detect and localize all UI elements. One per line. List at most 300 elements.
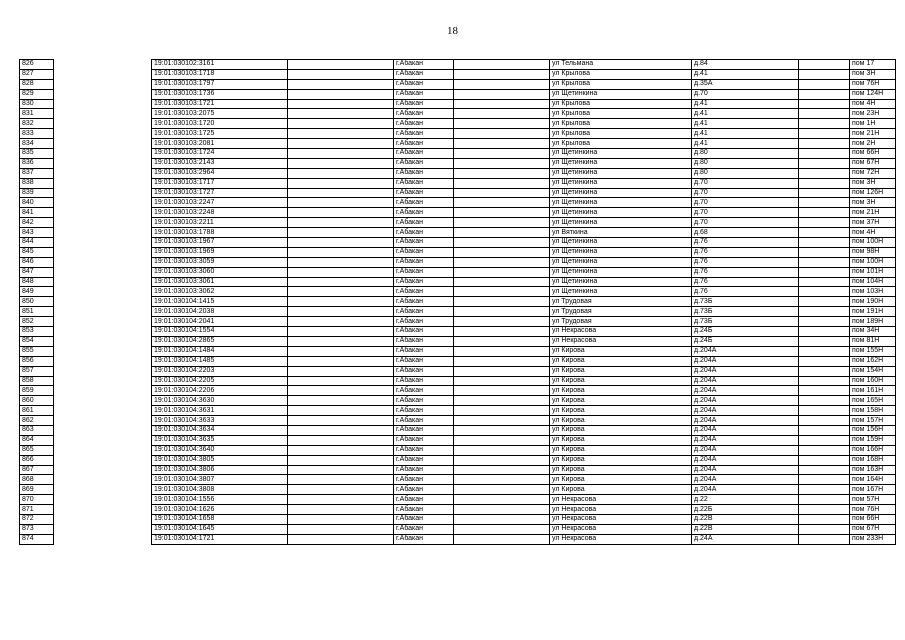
cell-city: г.Абакан xyxy=(394,435,454,445)
table-row xyxy=(20,317,896,327)
table-row xyxy=(20,79,896,89)
cell-city: г.Абакан xyxy=(394,89,454,99)
cell-city: г.Абакан xyxy=(394,445,454,455)
cell-empty xyxy=(288,366,394,376)
table-row xyxy=(20,396,896,406)
cell-cadastral-number: 19:01:030104:3808 xyxy=(152,485,288,495)
table-row xyxy=(20,247,896,257)
cell-empty xyxy=(799,307,850,317)
cell-city: г.Абакан xyxy=(394,297,454,307)
cell-house: д.22В xyxy=(692,524,799,534)
cell-cadastral-number: 19:01:030104:3806 xyxy=(152,465,288,475)
cell-empty xyxy=(454,534,550,544)
table-row xyxy=(20,178,896,188)
cell-house: д.70 xyxy=(692,89,799,99)
cell-cadastral-number: 19:01:030104:3630 xyxy=(152,396,288,406)
cell-row-number: 847 xyxy=(20,267,54,277)
cell-empty xyxy=(288,356,394,366)
cell-row-number: 861 xyxy=(20,406,54,416)
cell-cadastral-number: 19:01:030104:2203 xyxy=(152,366,288,376)
table-row xyxy=(20,257,896,267)
cell-cadastral-number: 19:01:030103:2143 xyxy=(152,158,288,168)
table-row xyxy=(20,495,896,505)
cell-empty xyxy=(54,178,152,188)
cell-cadastral-number: 19:01:030103:1788 xyxy=(152,228,288,238)
cell-empty xyxy=(288,129,394,139)
cell-street: ул Некрасова xyxy=(550,327,692,337)
cell-empty xyxy=(799,505,850,515)
cell-city: г.Абакан xyxy=(394,524,454,534)
cell-cadastral-number: 19:01:030104:3631 xyxy=(152,406,288,416)
cell-street: ул Кирова xyxy=(550,435,692,445)
cell-house: д.35А xyxy=(692,79,799,89)
cell-row-number: 872 xyxy=(20,514,54,524)
cell-empty xyxy=(54,238,152,248)
cell-empty xyxy=(799,139,850,149)
cell-street: ул Щетинкина xyxy=(550,238,692,248)
cell-house: д.70 xyxy=(692,188,799,198)
cell-house: д.80 xyxy=(692,168,799,178)
cell-empty xyxy=(288,386,394,396)
cell-cadastral-number: 19:01:030103:2248 xyxy=(152,208,288,218)
table-body xyxy=(20,60,896,545)
cell-row-number: 840 xyxy=(20,198,54,208)
cell-empty xyxy=(54,406,152,416)
table-row xyxy=(20,416,896,426)
cell-empty xyxy=(288,307,394,317)
cell-row-number: 853 xyxy=(20,327,54,337)
table-row xyxy=(20,307,896,317)
cell-empty xyxy=(799,149,850,159)
cell-city: г.Абакан xyxy=(394,228,454,238)
cell-house: д.80 xyxy=(692,158,799,168)
cell-house: д.24Б xyxy=(692,327,799,337)
cell-row-number: 852 xyxy=(20,317,54,327)
cell-empty xyxy=(454,475,550,485)
cell-empty xyxy=(454,158,550,168)
cell-row-number: 838 xyxy=(20,178,54,188)
cell-empty xyxy=(799,346,850,356)
cell-cadastral-number: 19:01:030103:2081 xyxy=(152,139,288,149)
cell-city: г.Абакан xyxy=(394,505,454,515)
cell-street: ул Кирова xyxy=(550,416,692,426)
cell-empty xyxy=(288,208,394,218)
cell-empty xyxy=(54,514,152,524)
cell-empty xyxy=(54,287,152,297)
cell-house: д.41 xyxy=(692,99,799,109)
cell-empty xyxy=(54,396,152,406)
cell-empty xyxy=(799,69,850,79)
cell-house: д.41 xyxy=(692,139,799,149)
cell-house: д.73Б xyxy=(692,317,799,327)
cell-empty xyxy=(799,445,850,455)
cell-row-number: 854 xyxy=(20,336,54,346)
cell-city: г.Абакан xyxy=(394,129,454,139)
cell-city: г.Абакан xyxy=(394,376,454,386)
cell-room: пом 163Н xyxy=(850,465,896,475)
table-row xyxy=(20,158,896,168)
table-row xyxy=(20,60,896,70)
cell-street: ул Некрасова xyxy=(550,514,692,524)
table-row xyxy=(20,534,896,544)
table-row xyxy=(20,346,896,356)
cell-empty xyxy=(288,198,394,208)
cell-cadastral-number: 19:01:030103:1720 xyxy=(152,119,288,129)
cell-empty xyxy=(454,425,550,435)
cell-empty xyxy=(288,336,394,346)
cell-room: пом 157Н xyxy=(850,416,896,426)
cell-empty xyxy=(799,257,850,267)
cell-cadastral-number: 19:01:030103:3060 xyxy=(152,267,288,277)
cell-empty xyxy=(288,485,394,495)
cell-empty xyxy=(54,346,152,356)
table-row xyxy=(20,435,896,445)
cell-row-number: 844 xyxy=(20,238,54,248)
cell-city: г.Абакан xyxy=(394,416,454,426)
cell-room: пом 17 xyxy=(850,60,896,70)
cell-house: д.41 xyxy=(692,119,799,129)
cell-room: пом 4Н xyxy=(850,228,896,238)
cell-city: г.Абакан xyxy=(394,188,454,198)
cell-house: д.70 xyxy=(692,198,799,208)
cell-empty xyxy=(288,346,394,356)
cell-city: г.Абакан xyxy=(394,287,454,297)
cell-empty xyxy=(54,139,152,149)
cell-cadastral-number: 19:01:030103:3059 xyxy=(152,257,288,267)
cell-empty xyxy=(454,396,550,406)
cell-empty xyxy=(54,465,152,475)
cell-street: ул Щетинкина xyxy=(550,149,692,159)
cell-street: ул Некрасова xyxy=(550,534,692,544)
table-row xyxy=(20,336,896,346)
cell-house: д.204А xyxy=(692,465,799,475)
cell-empty xyxy=(454,435,550,445)
cell-city: г.Абакан xyxy=(394,198,454,208)
cell-cadastral-number: 19:01:030103:1969 xyxy=(152,247,288,257)
cell-city: г.Абакан xyxy=(394,386,454,396)
cell-cadastral-number: 19:01:030103:3061 xyxy=(152,277,288,287)
cell-cadastral-number: 19:01:030104:1415 xyxy=(152,297,288,307)
cell-cadastral-number: 19:01:030104:3805 xyxy=(152,455,288,465)
cell-room: пом 67Н xyxy=(850,158,896,168)
cell-house: д.76 xyxy=(692,277,799,287)
cell-empty xyxy=(54,79,152,89)
cell-city: г.Абакан xyxy=(394,396,454,406)
cell-empty xyxy=(288,69,394,79)
cell-empty xyxy=(454,386,550,396)
cell-empty xyxy=(799,406,850,416)
cell-cadastral-number: 19:01:030103:1725 xyxy=(152,129,288,139)
cell-city: г.Абакан xyxy=(394,425,454,435)
cell-row-number: 859 xyxy=(20,386,54,396)
cell-empty xyxy=(288,287,394,297)
cell-empty xyxy=(54,188,152,198)
cell-empty xyxy=(288,514,394,524)
cell-empty xyxy=(799,89,850,99)
cell-empty xyxy=(288,297,394,307)
cell-house: д.70 xyxy=(692,208,799,218)
cell-empty xyxy=(454,445,550,455)
cell-row-number: 842 xyxy=(20,218,54,228)
cell-room: пом 190Н xyxy=(850,297,896,307)
cell-room: пом 3Н xyxy=(850,69,896,79)
cell-empty xyxy=(799,455,850,465)
cell-empty xyxy=(454,336,550,346)
cell-street: ул Кирова xyxy=(550,366,692,376)
cell-empty xyxy=(799,386,850,396)
cell-empty xyxy=(54,198,152,208)
cell-empty xyxy=(288,267,394,277)
cell-row-number: 855 xyxy=(20,346,54,356)
table-row xyxy=(20,356,896,366)
cell-city: г.Абакан xyxy=(394,178,454,188)
cell-empty xyxy=(288,435,394,445)
cell-street: ул Крылова xyxy=(550,99,692,109)
cell-house: д.41 xyxy=(692,109,799,119)
cell-street: ул Щетинкина xyxy=(550,168,692,178)
cell-city: г.Абакан xyxy=(394,366,454,376)
cell-empty xyxy=(288,238,394,248)
cell-empty xyxy=(454,99,550,109)
property-register-table xyxy=(19,59,896,545)
cell-house: д.204А xyxy=(692,366,799,376)
cell-empty xyxy=(288,406,394,416)
cell-empty xyxy=(54,149,152,159)
cell-empty xyxy=(288,425,394,435)
cell-city: г.Абакан xyxy=(394,346,454,356)
table-row xyxy=(20,455,896,465)
cell-house: д.22В xyxy=(692,514,799,524)
cell-empty xyxy=(799,267,850,277)
table-row xyxy=(20,376,896,386)
cell-empty xyxy=(54,534,152,544)
cell-row-number: 829 xyxy=(20,89,54,99)
table-row xyxy=(20,149,896,159)
cell-empty xyxy=(54,158,152,168)
cell-empty xyxy=(288,149,394,159)
cell-cadastral-number: 19:01:030104:1556 xyxy=(152,495,288,505)
cell-room: пом 37Н xyxy=(850,218,896,228)
cell-empty xyxy=(799,495,850,505)
cell-row-number: 830 xyxy=(20,99,54,109)
cell-cadastral-number: 19:01:030104:1484 xyxy=(152,346,288,356)
cell-empty xyxy=(54,376,152,386)
cell-empty xyxy=(454,267,550,277)
cell-empty xyxy=(54,386,152,396)
cell-empty xyxy=(288,119,394,129)
cell-room: пом 156Н xyxy=(850,425,896,435)
cell-empty xyxy=(54,455,152,465)
cell-house: д.204А xyxy=(692,376,799,386)
cell-empty xyxy=(799,238,850,248)
cell-street: ул Щетинкина xyxy=(550,267,692,277)
cell-street: ул Трудовая xyxy=(550,307,692,317)
cell-cadastral-number: 19:01:030104:2206 xyxy=(152,386,288,396)
cell-city: г.Абакан xyxy=(394,485,454,495)
cell-street: ул Кирова xyxy=(550,475,692,485)
cell-empty xyxy=(288,139,394,149)
cell-row-number: 871 xyxy=(20,505,54,515)
cell-empty xyxy=(454,485,550,495)
cell-street: ул Кирова xyxy=(550,455,692,465)
cell-street: ул Некрасова xyxy=(550,505,692,515)
cell-empty xyxy=(54,267,152,277)
cell-street: ул Крылова xyxy=(550,129,692,139)
cell-row-number: 834 xyxy=(20,139,54,149)
cell-city: г.Абакан xyxy=(394,336,454,346)
cell-empty xyxy=(454,218,550,228)
cell-empty xyxy=(454,356,550,366)
cell-room: пом 34Н xyxy=(850,327,896,337)
cell-row-number: 833 xyxy=(20,129,54,139)
cell-room: пом 72Н xyxy=(850,168,896,178)
cell-empty xyxy=(799,178,850,188)
cell-room: пом 66Н xyxy=(850,514,896,524)
cell-empty xyxy=(54,297,152,307)
cell-house: д.73Б xyxy=(692,307,799,317)
cell-room: пом 21Н xyxy=(850,208,896,218)
cell-empty xyxy=(454,129,550,139)
cell-empty xyxy=(54,475,152,485)
table-row xyxy=(20,238,896,248)
cell-empty xyxy=(799,208,850,218)
cell-cadastral-number: 19:01:030103:1718 xyxy=(152,69,288,79)
cell-room: пом 165Н xyxy=(850,396,896,406)
cell-street: ул Кирова xyxy=(550,445,692,455)
cell-empty xyxy=(288,89,394,99)
cell-empty xyxy=(454,505,550,515)
cell-room: пом 23Н xyxy=(850,109,896,119)
cell-house: д.73Б xyxy=(692,297,799,307)
cell-row-number: 870 xyxy=(20,495,54,505)
cell-empty xyxy=(454,495,550,505)
cell-room: пом 76Н xyxy=(850,79,896,89)
table-row xyxy=(20,327,896,337)
cell-empty xyxy=(799,129,850,139)
cell-empty xyxy=(799,524,850,534)
cell-empty xyxy=(454,109,550,119)
cell-street: ул Щетинкина xyxy=(550,277,692,287)
cell-city: г.Абакан xyxy=(394,238,454,248)
cell-house: д.84 xyxy=(692,60,799,70)
cell-empty xyxy=(454,139,550,149)
cell-house: д.70 xyxy=(692,218,799,228)
cell-row-number: 867 xyxy=(20,465,54,475)
cell-street: ул Кирова xyxy=(550,406,692,416)
cell-empty xyxy=(288,445,394,455)
cell-street: ул Крылова xyxy=(550,69,692,79)
cell-empty xyxy=(54,495,152,505)
cell-row-number: 836 xyxy=(20,158,54,168)
cell-empty xyxy=(799,376,850,386)
cell-room: пом 101Н xyxy=(850,267,896,277)
cell-house: д.24Б xyxy=(692,336,799,346)
cell-empty xyxy=(799,396,850,406)
cell-city: г.Абакан xyxy=(394,168,454,178)
cell-empty xyxy=(454,188,550,198)
cell-city: г.Абакан xyxy=(394,465,454,475)
cell-empty xyxy=(799,416,850,426)
cell-row-number: 843 xyxy=(20,228,54,238)
cell-cadastral-number: 19:01:030103:3062 xyxy=(152,287,288,297)
cell-empty xyxy=(799,277,850,287)
cell-empty xyxy=(288,79,394,89)
cell-row-number: 851 xyxy=(20,307,54,317)
cell-street: ул Щетинкина xyxy=(550,198,692,208)
cell-empty xyxy=(454,346,550,356)
cell-cadastral-number: 19:01:030104:2205 xyxy=(152,376,288,386)
table-row xyxy=(20,129,896,139)
cell-house: д.70 xyxy=(692,178,799,188)
cell-city: г.Абакан xyxy=(394,327,454,337)
cell-empty xyxy=(54,228,152,238)
cell-empty xyxy=(799,158,850,168)
cell-empty xyxy=(54,366,152,376)
table-row xyxy=(20,99,896,109)
cell-empty xyxy=(454,79,550,89)
cell-city: г.Абакан xyxy=(394,356,454,366)
table-row xyxy=(20,465,896,475)
cell-room: пом 67Н xyxy=(850,524,896,534)
cell-empty xyxy=(54,119,152,129)
table-row xyxy=(20,139,896,149)
cell-empty xyxy=(454,208,550,218)
cell-cadastral-number: 19:01:030104:1554 xyxy=(152,327,288,337)
cell-empty xyxy=(799,366,850,376)
cell-house: д.204А xyxy=(692,406,799,416)
cell-empty xyxy=(454,514,550,524)
cell-empty xyxy=(799,485,850,495)
cell-room: пом 161Н xyxy=(850,386,896,396)
cell-empty xyxy=(799,119,850,129)
cell-city: г.Абакан xyxy=(394,257,454,267)
cell-room: пом 98Н xyxy=(850,247,896,257)
cell-empty xyxy=(54,317,152,327)
cell-city: г.Абакан xyxy=(394,69,454,79)
cell-empty xyxy=(54,168,152,178)
cell-city: г.Абакан xyxy=(394,267,454,277)
cell-row-number: 863 xyxy=(20,425,54,435)
cell-cadastral-number: 19:01:030104:1721 xyxy=(152,534,288,544)
table-row xyxy=(20,89,896,99)
table-row xyxy=(20,505,896,515)
cell-cadastral-number: 19:01:030104:3635 xyxy=(152,435,288,445)
cell-city: г.Абакан xyxy=(394,158,454,168)
cell-empty xyxy=(288,465,394,475)
cell-empty xyxy=(799,425,850,435)
cell-empty xyxy=(799,218,850,228)
cell-empty xyxy=(54,327,152,337)
cell-row-number: 835 xyxy=(20,149,54,159)
cell-empty xyxy=(54,524,152,534)
cell-empty xyxy=(54,208,152,218)
cell-street: ул Щетинкина xyxy=(550,218,692,228)
cell-cadastral-number: 19:01:030104:3634 xyxy=(152,425,288,435)
cell-room: пом 159Н xyxy=(850,435,896,445)
cell-street: ул Крылова xyxy=(550,109,692,119)
cell-empty xyxy=(454,287,550,297)
table-row xyxy=(20,119,896,129)
cell-empty xyxy=(799,465,850,475)
table-row xyxy=(20,445,896,455)
cell-room: пом 104Н xyxy=(850,277,896,287)
cell-empty xyxy=(54,485,152,495)
cell-room: пом 189Н xyxy=(850,317,896,327)
cell-empty xyxy=(454,406,550,416)
cell-empty xyxy=(799,435,850,445)
cell-city: г.Абакан xyxy=(394,208,454,218)
table-row xyxy=(20,366,896,376)
